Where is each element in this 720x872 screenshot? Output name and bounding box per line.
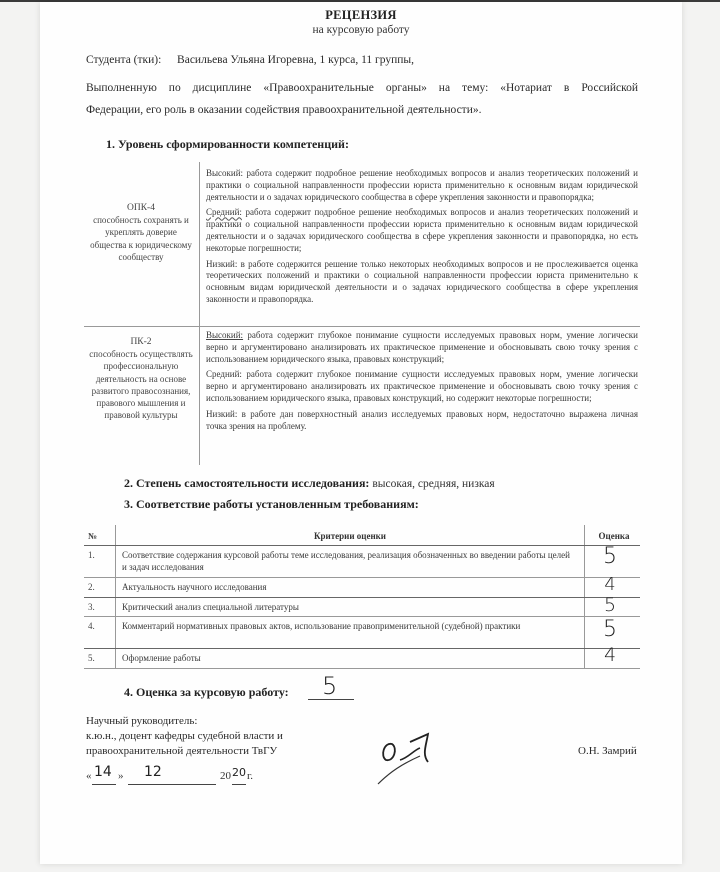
section2-line: [124, 476, 495, 491]
document-page: РЕЦЕНЗИЯ на курсовую работу Студента (тки): Васильева Ульяна Игоревна, 1 курса, 11 группы, Выполненную по дисциплине «Правоохранительные органы» на тему: «Нотариат в Российской Федерации, его роль в оказании содействия правоохранительной деятельности». 1. Уровень сформированности компетенций: ОПК-4 способность сохранять и укреплять доверие общества к юридическому сообществу Высокий: работа содержит подробное решение необходимых вопросов и анализ теоретических положений и практики о социальной направленности профессии юриста применительно к основным видам юридической деятельности и о задачах юридического сообщества в сфере укрепления законности и правопорядка; Средний: работа содержит подробное решение необходимых вопросов и анализ теоретических положений и практики о социальной направленности профессии юриста применительно к основным видам юридической деятельности и о задачах юридического сообщества в сфере укрепления законности и правопорядка, но есть некоторые погрешности; Низкий: в работе содержится решение только некоторых необходимых вопросов и не прослеживается оценка теоретических положений и практики о социальной направленности профессии юриста применительно к основным видам юридической деятельности и о задачах юридического сообщества в сфере укрепления законности и правопорядка. ПК-2 способность осуществлять профессиональную деятельность на основе развитого правосознания, правового мышления и правовой культуры Высокий: работа содержит глубокое понимание сущности исследуемых правовых норм, умение логически верно и аргументировано анализировать их практическое применение и обосновывать свою точку зрения с использованием юридического языка, правовых конструкций; Средний: работа содержит глубокое понимание сущности исследуемых правовых норм, умение логически верно и аргументировано анализировать их практическое применение и обосновывать свою точку зрения с использованием юридического языка, правовых конструкций, но содержит некоторые погрешности; Низкий: в работе дан поверхностный анализ исследуемых правовых норм, недостаточно выражена личная точка зрения на проблему. 2. Степень самостоятельности исследования: высокая, средняя, низкая 3. Соответствие работы установленным требованиям: № Критерии оценки Оценка 1. Соответствие содержания курсовой работы теме исследования, реализация обозначенных во введении работы целей и задач исследования 5 2. Актуальность научного исследования 4 3. Критический анализ специальной литературы 5 4. Комментарий нормативных правовых актов, использование правоприменительной (судебной) практики 5 5. Оформление работы 4 4. Оценка за курсовую работу: 5 Научный руководитель: к.ю.н., доцент кафедры судебной власти и правоохранительной деятельности ТвГУ О.Н. Замрий « 14 » 12 20 20 г.: [40, 2, 682, 864]
competency-opk4-levels: [206, 168, 638, 310]
criteria-row-line: [84, 616, 640, 617]
document-subtitle: на курсовую работу: [312, 24, 410, 36]
supervisor-title-2: правоохранительной деятельности ТвГУ: [86, 745, 278, 757]
competency-description: способность осуществлять профессиональную деятельность на основе развитого правосознания, правового мышления и правовой культуры: [89, 349, 193, 421]
supervisor-label: Научный руководитель:: [86, 715, 198, 727]
date-year-prefix: 20: [220, 770, 231, 782]
final-grade-value: 5: [322, 672, 338, 700]
criteria-row-line: [84, 597, 640, 598]
criteria-row-line: [84, 648, 640, 649]
date-year-suffix: 20: [232, 766, 246, 779]
supervisor-title-1: к.ю.н., доцент кафедры судебной власти и: [86, 730, 283, 742]
grade-value: 4: [603, 644, 617, 666]
level-low: Низкий: в работе дан поверхностный анализ исследуемых правовых норм, недостаточно выражена личная точка зрения на проблему.: [206, 408, 638, 431]
section1-heading: 1. Уровень сформированности компетенций:: [106, 137, 349, 151]
competency-row-separator: [84, 326, 640, 327]
competency-description: способность сохранять и укреплять доверие общества к юридическому сообществу: [90, 215, 192, 262]
section2-options: высокая, средняя, низкая: [369, 478, 495, 490]
supervisor-name: О.Н. Замрий: [578, 745, 637, 757]
level-medium: Средний: работа содержит подробное решение необходимых вопросов и анализ теоретических положений и практики о социальной направленности профессии юриста применительно к основным видам юридической деятельности и о задачах юридического сообщества в сфере укрепления законности и правопорядка, но есть некоторые погрешности;: [206, 207, 638, 253]
grade-value: 4: [604, 574, 616, 595]
competency-pk2-levels: [206, 330, 638, 436]
level-high: Высокий: работа содержит глубокое понимание сущности исследуемых правовых норм, умение логически верно и аргументировано анализировать их практическое применение и обосновывать свою точку зрения с использованием юридического языка, правовых конструкций;: [206, 330, 638, 364]
signature-icon: [370, 722, 470, 792]
student-value: Васильева Ульяна Игоревна, 1 курса, 11 группы,: [177, 54, 415, 66]
date-day-blank: [92, 784, 116, 785]
section4-heading: 4. Оценка за курсовую работу:: [124, 685, 289, 699]
grade-value: 5: [603, 617, 617, 642]
section2-heading: 2. Степень самостоятельности исследования:: [124, 476, 370, 490]
topic-line-2: Федерации, его роль в оказании содействия правоохранительной деятельности».: [86, 104, 482, 116]
student-line: [86, 54, 414, 66]
criteria-row-line: [84, 577, 640, 578]
competency-opk4-cell: [86, 202, 196, 263]
level-high: Высокий: работа содержит подробное решение необходимых вопросов и анализ теоретических положений и практики о социальной направленности профессии юриста применительно к основным видам юридической деятельности и о задачах юридического сообщества в сфере укрепления законности и правопорядка;: [206, 168, 638, 202]
criteria-header-line: [84, 545, 640, 546]
date-year-mark: г.: [247, 770, 254, 782]
student-label: Студента (тки):: [86, 54, 162, 66]
criteria-header-num: №: [88, 531, 98, 541]
criteria-row-line: [84, 668, 640, 669]
date-close-quote: »: [118, 770, 124, 782]
competency-pk2-cell: [86, 336, 196, 421]
grade-value: 5: [603, 544, 617, 569]
level-low: Низкий: в работе содержится решение только некоторых необходимых вопросов и не прослеживается оценка теоретических положений и практики о социальной направленности профессии юриста применительно к основным видам юридической деятельности и о задачах юридического сообщества в сфере укрепления законности и правопорядка.: [206, 258, 638, 304]
competency-code: ОПК-4: [127, 203, 155, 213]
date-month-blank: [128, 784, 216, 785]
section3-heading: 3. Соответствие работы установленным требованиям:: [124, 497, 419, 511]
competency-table-divider: [199, 162, 200, 465]
competency-code: ПК-2: [130, 337, 152, 347]
topic-line-1: Выполненную по дисциплине «Правоохранительные органы» на тему: «Нотариат в Российской: [86, 82, 638, 94]
date-day: 14: [94, 764, 112, 780]
level-medium: Средний: работа содержит глубокое понимание сущности исследуемых правовых норм, умение логически верно и аргументировано анализировать их практическое применение и обосновывать свою точку зрения с использованием юридического языка, правовых конструкций, но содержит некоторые погрешности;: [206, 369, 638, 403]
criteria-header-criterion: Критерии оценки: [314, 531, 386, 541]
document-title: РЕЦЕНЗИЯ: [325, 8, 397, 22]
criteria-header-grade: Оценка: [598, 531, 630, 541]
date-year-blank: [232, 784, 246, 785]
grade-value: 5: [603, 594, 617, 616]
date-month: 12: [144, 764, 162, 780]
date-line: «: [86, 770, 92, 782]
